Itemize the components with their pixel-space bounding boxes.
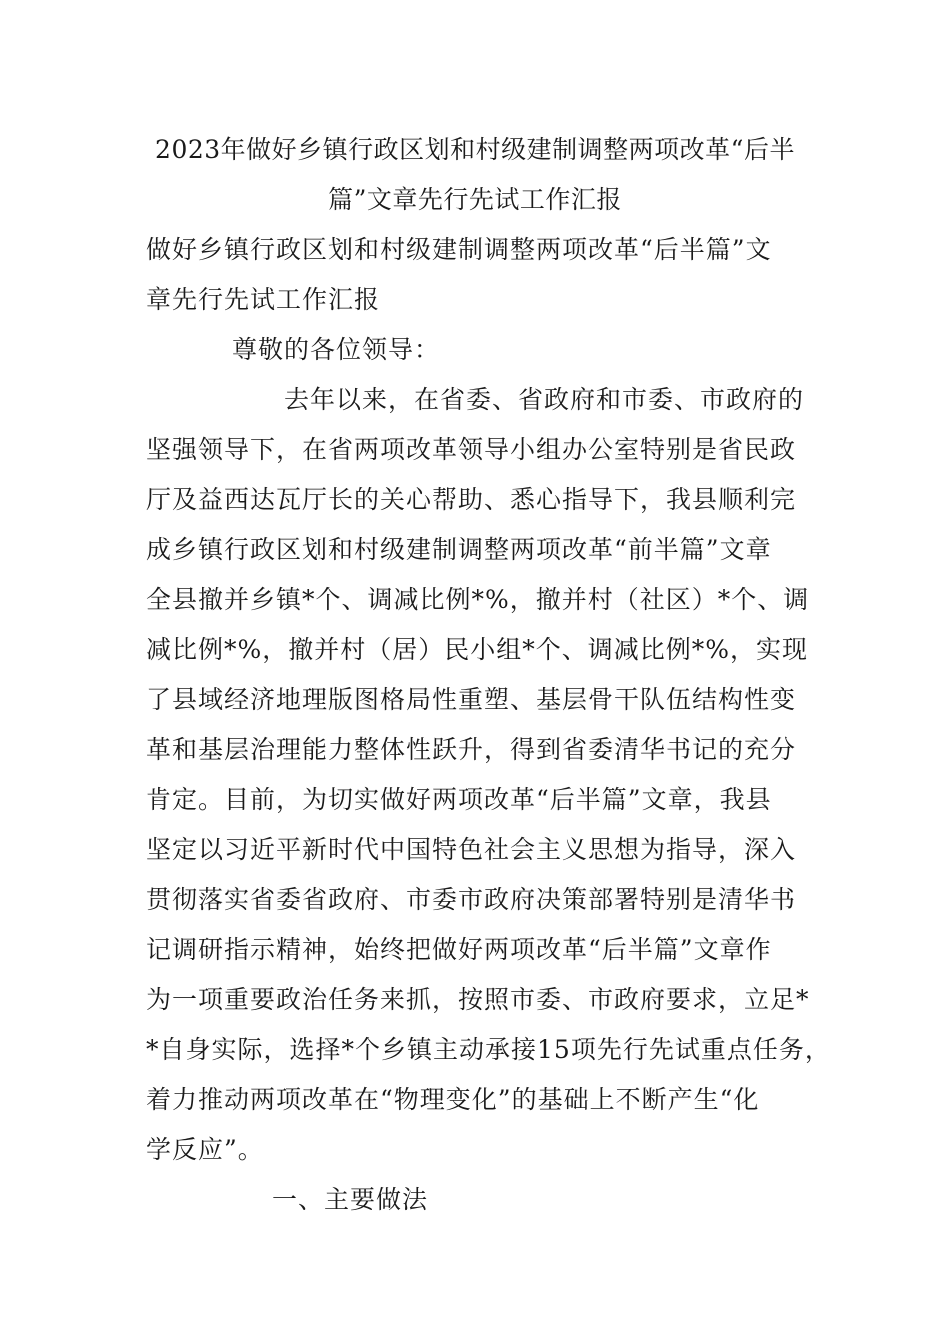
body-line-11: 贯彻落实省委省政府、市委市政府决策部署特别是清华书	[146, 885, 797, 914]
body-line-12: 记调研指示精神，始终把做好两项改革“后半篇”文章作	[146, 935, 772, 964]
body-line-3: 厅及益西达瓦厅长的关心帮助、悉心指导下，我县顺利完	[146, 485, 797, 514]
body-line-16: 学反应”。	[146, 1135, 264, 1164]
subtitle-line-2: 章先行先试工作汇报	[146, 285, 381, 314]
body-line-2: 坚强领导下，在省两项改革领导小组办公室特别是省民政	[146, 435, 797, 464]
body-line-8: 革和基层治理能力整体性跃升，得到省委清华书记的充分	[146, 735, 797, 764]
body-line-5: 全县撤并乡镇*个、调减比例*%，撤并村（社区）*个、调	[146, 585, 810, 614]
body-line-4: 成乡镇行政区划和村级建制调整两项改革“前半篇”文章	[146, 535, 772, 564]
body-line-10: 坚定以习近平新时代中国特色社会主义思想为指导，深入	[146, 835, 797, 864]
section-heading: 一、主要做法	[272, 1185, 429, 1214]
subtitle-line-1: 做好乡镇行政区划和村级建制调整两项改革“后半篇”文	[146, 235, 772, 264]
salutation: 尊敬的各位领导：	[232, 335, 441, 364]
body-line-9: 肯定。目前，为切实做好两项改革“后半篇”文章，我县	[146, 785, 772, 814]
body-line-7: 了县域经济地理版图格局性重塑、基层骨干队伍结构性变	[146, 685, 797, 714]
body-line-15: 着力推动两项改革在“物理变化”的基础上不断产生“化	[146, 1085, 760, 1114]
document-title-line-2: 篇”文章先行先试工作汇报	[328, 185, 622, 214]
body-line-1: 去年以来，在省委、省政府和市委、市政府的	[284, 385, 805, 414]
body-line-14: *自身实际，选择*个乡镇主动承接15项先行先试重点任务，	[146, 1035, 831, 1064]
body-line-6: 减比例*%，撤并村（居）民小组*个、调减比例*%，实现	[146, 635, 809, 664]
body-line-13: 为一项重要政治任务来抓，按照市委、市政府要求，立足*	[146, 985, 810, 1014]
document-title-line-1: 2023年做好乡镇行政区划和村级建制调整两项改革“后半	[155, 135, 795, 164]
